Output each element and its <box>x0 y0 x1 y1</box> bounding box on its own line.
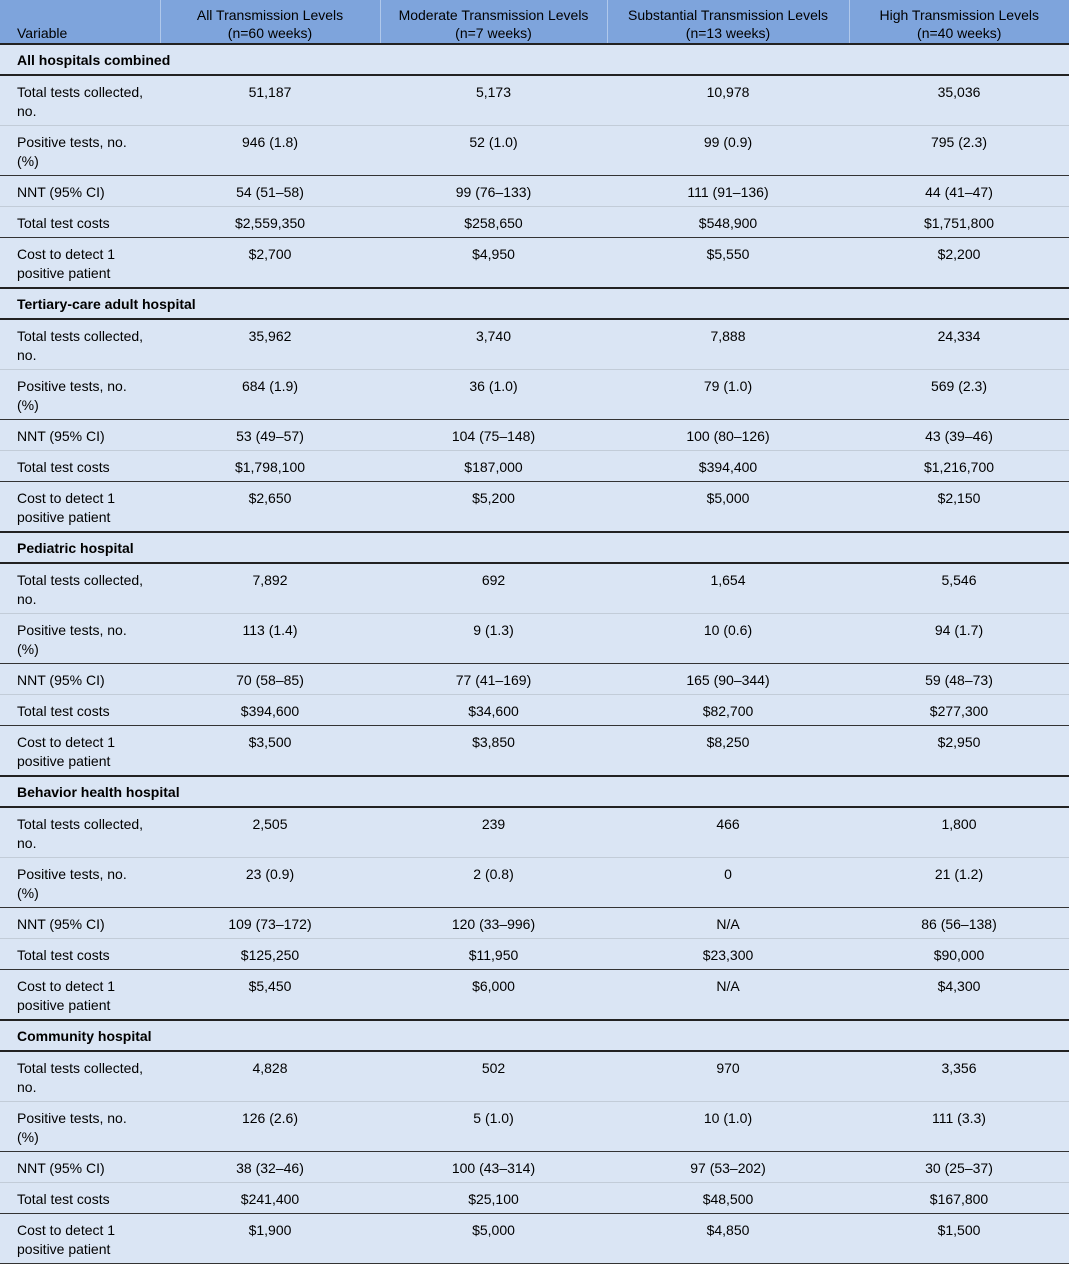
row-total-tests <box>0 75 1069 126</box>
table-cell: 5,173 <box>380 75 607 126</box>
table-cell: 795 (2.3) <box>849 126 1069 176</box>
table-cell: $1,751,800 <box>849 207 1069 238</box>
table-cell: 59 (48–73) <box>849 664 1069 695</box>
table-cell: 7,892 <box>160 563 380 614</box>
table-cell: $2,650 <box>160 482 380 533</box>
row-total-tests <box>0 319 1069 370</box>
row-label: Total test costs <box>0 695 160 726</box>
header-variable: Variable <box>0 0 160 44</box>
row-label: Total test costs <box>0 207 160 238</box>
table-cell: 100 (80–126) <box>607 420 849 451</box>
row-label: NNT (95% CI) <box>0 908 160 939</box>
table-cell: 3,356 <box>849 1051 1069 1102</box>
row-positive-tests <box>0 614 1069 664</box>
section-header <box>0 44 1069 75</box>
table-cell: 466 <box>607 807 849 858</box>
table-cell: $8,250 <box>607 726 849 777</box>
row-label: NNT (95% CI) <box>0 420 160 451</box>
table-cell: $2,559,350 <box>160 207 380 238</box>
table-cell: $1,500 <box>849 1214 1069 1264</box>
row-total-tests <box>0 1051 1069 1102</box>
table-cell: 23 (0.9) <box>160 858 380 908</box>
table-cell: 79 (1.0) <box>607 370 849 420</box>
table-cell: $5,450 <box>160 970 380 1021</box>
table-cell: 3,740 <box>380 319 607 370</box>
table-cell: 35,036 <box>849 75 1069 126</box>
row-nnt <box>0 420 1069 451</box>
table-cell: 4,828 <box>160 1051 380 1102</box>
table-cell: $2,200 <box>849 238 1069 289</box>
table-cell: 99 (76–133) <box>380 176 607 207</box>
row-cost-to-detect <box>0 238 1069 289</box>
table-cell: 113 (1.4) <box>160 614 380 664</box>
table-cell: 21 (1.2) <box>849 858 1069 908</box>
table-header <box>0 0 1069 44</box>
header-col-high: High Transmission Levels (n=40 weeks) <box>849 0 1069 44</box>
table-cell: 94 (1.7) <box>849 614 1069 664</box>
table-cell: 1,654 <box>607 563 849 614</box>
table-cell: $241,400 <box>160 1183 380 1214</box>
table-cell: $5,550 <box>607 238 849 289</box>
table-cell: $5,000 <box>607 482 849 533</box>
table-cell: 54 (51–58) <box>160 176 380 207</box>
table-cell: $394,400 <box>607 451 849 482</box>
row-label: Positive tests, no. (%) <box>0 126 160 176</box>
row-label: NNT (95% CI) <box>0 1152 160 1183</box>
row-nnt <box>0 176 1069 207</box>
table-cell: 126 (2.6) <box>160 1102 380 1152</box>
table-cell: 120 (33–996) <box>380 908 607 939</box>
table-cell: 0 <box>607 858 849 908</box>
table-cell: $394,600 <box>160 695 380 726</box>
row-label: Total test costs <box>0 1183 160 1214</box>
table-cell: $258,650 <box>380 207 607 238</box>
section-title: Tertiary-care adult hospital <box>0 288 1069 319</box>
table-cell: 24,334 <box>849 319 1069 370</box>
section-header <box>0 532 1069 563</box>
table-cell: $2,700 <box>160 238 380 289</box>
table-cell: 104 (75–148) <box>380 420 607 451</box>
table-cell: $187,000 <box>380 451 607 482</box>
table-cell: 86 (56–138) <box>849 908 1069 939</box>
table-cell: 2,505 <box>160 807 380 858</box>
table-cell: $34,600 <box>380 695 607 726</box>
row-label: Cost to detect 1 positive patient <box>0 482 160 533</box>
table-cell: $25,100 <box>380 1183 607 1214</box>
row-total-tests <box>0 807 1069 858</box>
section-header <box>0 288 1069 319</box>
row-label: Cost to detect 1 positive patient <box>0 970 160 1021</box>
table-cell: $1,216,700 <box>849 451 1069 482</box>
table-cell: 692 <box>380 563 607 614</box>
table-cell: $6,000 <box>380 970 607 1021</box>
table-cell: 44 (41–47) <box>849 176 1069 207</box>
row-label: Cost to detect 1 positive patient <box>0 1214 160 1264</box>
table-cell: 35,962 <box>160 319 380 370</box>
table-cell: $4,850 <box>607 1214 849 1264</box>
table-cell: 77 (41–169) <box>380 664 607 695</box>
table-cell: 10 (1.0) <box>607 1102 849 1152</box>
row-nnt <box>0 1152 1069 1183</box>
table-cell: $4,300 <box>849 970 1069 1021</box>
section-header <box>0 776 1069 807</box>
table-cell: 43 (39–46) <box>849 420 1069 451</box>
row-total-costs <box>0 1183 1069 1214</box>
table-cell: 502 <box>380 1051 607 1102</box>
row-positive-tests <box>0 858 1069 908</box>
table-cell: $90,000 <box>849 939 1069 970</box>
row-cost-to-detect <box>0 482 1069 533</box>
row-label: Total tests collected, no. <box>0 563 160 614</box>
table-cell: 70 (58–85) <box>160 664 380 695</box>
row-label: Positive tests, no. (%) <box>0 858 160 908</box>
table-cell: 111 (3.3) <box>849 1102 1069 1152</box>
row-label: Positive tests, no. (%) <box>0 370 160 420</box>
table-cell: 165 (90–344) <box>607 664 849 695</box>
table-cell: 1,800 <box>849 807 1069 858</box>
table-cell: $11,950 <box>380 939 607 970</box>
row-total-costs <box>0 939 1069 970</box>
table-cell: 111 (91–136) <box>607 176 849 207</box>
row-cost-to-detect <box>0 1214 1069 1264</box>
row-nnt <box>0 664 1069 695</box>
row-cost-to-detect <box>0 970 1069 1021</box>
table-cell: 36 (1.0) <box>380 370 607 420</box>
table-cell: 9 (1.3) <box>380 614 607 664</box>
table-cell: N/A <box>607 970 849 1021</box>
table-cell: 2 (0.8) <box>380 858 607 908</box>
table-cell: $277,300 <box>849 695 1069 726</box>
table-cell: 100 (43–314) <box>380 1152 607 1183</box>
section-title: Behavior health hospital <box>0 776 1069 807</box>
table-cell: 97 (53–202) <box>607 1152 849 1183</box>
row-nnt <box>0 908 1069 939</box>
table-cell: $23,300 <box>607 939 849 970</box>
row-label: Total tests collected, no. <box>0 1051 160 1102</box>
row-label: NNT (95% CI) <box>0 176 160 207</box>
table-body <box>0 44 1069 1264</box>
row-label: NNT (95% CI) <box>0 664 160 695</box>
table-cell: 51,187 <box>160 75 380 126</box>
section-title: Community hospital <box>0 1020 1069 1051</box>
table-cell: $2,150 <box>849 482 1069 533</box>
table-cell: 5 (1.0) <box>380 1102 607 1152</box>
table-cell: $125,250 <box>160 939 380 970</box>
table-cell: 946 (1.8) <box>160 126 380 176</box>
table-cell: $4,950 <box>380 238 607 289</box>
section-title: All hospitals combined <box>0 44 1069 75</box>
section-header <box>0 1020 1069 1051</box>
table-cell: 52 (1.0) <box>380 126 607 176</box>
table-cell: 5,546 <box>849 563 1069 614</box>
table-cell: 10 (0.6) <box>607 614 849 664</box>
header-col-substantial: Substantial Transmission Levels (n=13 weeks) <box>607 0 849 44</box>
header-col-all: All Transmission Levels (n=60 weeks) <box>160 0 380 44</box>
row-label: Total test costs <box>0 939 160 970</box>
table-cell: $167,800 <box>849 1183 1069 1214</box>
row-label: Total test costs <box>0 451 160 482</box>
table-cell: $2,950 <box>849 726 1069 777</box>
row-label: Positive tests, no. (%) <box>0 614 160 664</box>
table-cell: $48,500 <box>607 1183 849 1214</box>
row-total-costs <box>0 207 1069 238</box>
table-cell: $548,900 <box>607 207 849 238</box>
table-cell: $82,700 <box>607 695 849 726</box>
table-cell: 109 (73–172) <box>160 908 380 939</box>
table-cell: $1,798,100 <box>160 451 380 482</box>
table-cell: 99 (0.9) <box>607 126 849 176</box>
table-cell: $5,200 <box>380 482 607 533</box>
row-cost-to-detect <box>0 726 1069 777</box>
table-cell: 38 (32–46) <box>160 1152 380 1183</box>
row-total-costs <box>0 695 1069 726</box>
table-cell: 10,978 <box>607 75 849 126</box>
row-label: Total tests collected, no. <box>0 807 160 858</box>
table-cell: $5,000 <box>380 1214 607 1264</box>
row-label: Cost to detect 1 positive patient <box>0 726 160 777</box>
table-cell: 970 <box>607 1051 849 1102</box>
table-cell: 53 (49–57) <box>160 420 380 451</box>
table-cell: 684 (1.9) <box>160 370 380 420</box>
row-label: Total tests collected, no. <box>0 319 160 370</box>
table-cell: 7,888 <box>607 319 849 370</box>
table-cell: 30 (25–37) <box>849 1152 1069 1183</box>
row-positive-tests <box>0 370 1069 420</box>
row-label: Positive tests, no. (%) <box>0 1102 160 1152</box>
header-col-moderate: Moderate Transmission Levels (n=7 weeks) <box>380 0 607 44</box>
table-cell: $3,500 <box>160 726 380 777</box>
row-label: Cost to detect 1 positive patient <box>0 238 160 289</box>
row-total-tests <box>0 563 1069 614</box>
table-cell: $3,850 <box>380 726 607 777</box>
table-cell: 239 <box>380 807 607 858</box>
row-positive-tests <box>0 1102 1069 1152</box>
table-cell: N/A <box>607 908 849 939</box>
table-cell: 569 (2.3) <box>849 370 1069 420</box>
table-cell: $1,900 <box>160 1214 380 1264</box>
section-title: Pediatric hospital <box>0 532 1069 563</box>
row-total-costs <box>0 451 1069 482</box>
row-label: Total tests collected, no. <box>0 75 160 126</box>
row-positive-tests <box>0 126 1069 176</box>
